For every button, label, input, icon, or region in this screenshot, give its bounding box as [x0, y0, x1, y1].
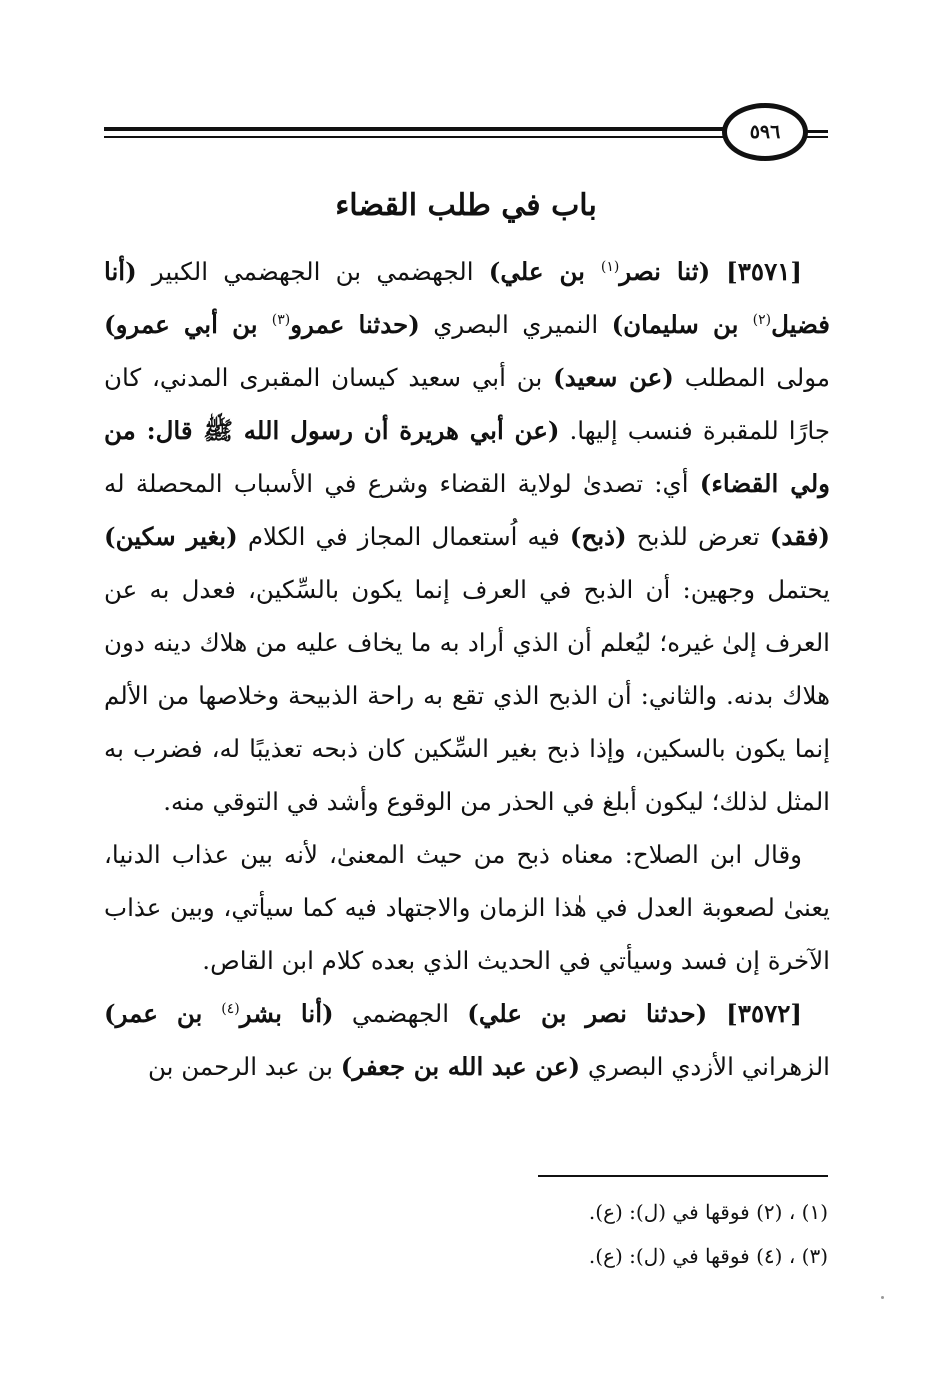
- page-number: ٥٩٦: [749, 121, 781, 143]
- bold-segment: (عن سعيد): [553, 363, 674, 392]
- text-segment: الجهضمي بن الجهضمي الكبير: [136, 257, 489, 286]
- text-segment: بن عبد الرحمن بن: [148, 1052, 341, 1081]
- bold-segment: (عن أبي هريرة أن رسول الله ﷺ قال: من ولي القضاء): [104, 416, 830, 498]
- text-segment: فيه اُستعمال المجاز في الكلام: [237, 522, 570, 551]
- bold-segment: بن عمر): [104, 999, 222, 1028]
- bold-segment: (ذبح): [569, 522, 627, 551]
- page-header: [104, 100, 828, 170]
- text-segment: يحتمل وجهين: أن الذبح في العرف إنما يكون بالسِّكين، فعدل به عن العرف إلىٰ غيره؛ ليُعلم أن الذي أراد به ما يخاف عليه من هلاك دينه دون هلاك بدنه. والثاني: أن الذبح الذي تقع به راحة الذبيحة وخلاصها من الألم إنما يكون بالسكين، وإذا ذبح بغير السِّكين كان ذبحه تعذيبًا له، فضرب به المثل لذلك؛ ليكون أبلغ في الحذر من الوقوع وأشد في التوقي منه.: [104, 575, 830, 816]
- paragraph: [104, 245, 830, 828]
- footnote-ref: (٤): [221, 1000, 240, 1017]
- bold-segment: (أنا بشر: [239, 999, 334, 1028]
- footnote-ref: (١): [600, 258, 620, 275]
- scan-speck: [881, 1296, 884, 1299]
- header-rule-thin: [104, 136, 724, 138]
- text-segment: بن أبي سعيد كيسان المقبرى المدني، كان جارًا للمقبرة فنسب إليها.: [104, 363, 830, 445]
- bold-segment: (بغير سكين): [104, 522, 238, 551]
- text-segment: أي: تصدىٰ لولاية القضاء وشرع في الأسباب المحصلة له: [104, 469, 700, 498]
- footnote-ref: (٢): [752, 311, 772, 328]
- bold-segment: (أنا فضيل: [104, 257, 831, 339]
- paragraph: [104, 828, 830, 987]
- bold-segment: بن أبي عمرو): [104, 310, 272, 339]
- footnote-2: (٣) ، (٤) فوقها في (ل): (ع).: [588, 1244, 828, 1268]
- text-segment: تعرض للذبح: [626, 522, 770, 551]
- text-segment: النميري البصري: [419, 310, 612, 339]
- text-segment: الجهضمي: [333, 999, 468, 1028]
- text-segment: مولى المطلب: [673, 363, 830, 392]
- bold-segment: (حدثنا عمرو: [290, 310, 420, 339]
- main-text: [104, 245, 830, 1093]
- text-segment: وقال ابن الصلاح: معناه ذبح من حيث المعنىٰ، لأنه بين عذاب الدنيا، يعنىٰ لصعوبة العدل في هٰذا الزمان والاجتهاد فيه كما سيأتي، وبين عذاب الآخرة إن فسد وسيأتي في الحديث الذي بعده كلام ابن القاص.: [104, 840, 830, 975]
- footnotes: [328, 1190, 828, 1278]
- page-number-badge: [722, 103, 808, 161]
- footnote-1: (١) ، (٢) فوقها في (ل): (ع).: [588, 1200, 828, 1224]
- bold-segment: بن سليمان): [611, 310, 753, 339]
- header-rule: [104, 127, 724, 131]
- paragraph: [104, 987, 830, 1093]
- bold-segment: [٣٥٧٢] (حدثنا نصر بن علي): [467, 999, 803, 1028]
- bold-segment: بن علي): [488, 257, 601, 286]
- footnote-ref: (٣): [271, 311, 291, 328]
- bold-segment: (عن عبد الله بن جعفر): [340, 1052, 581, 1081]
- bold-segment: (فقد): [769, 522, 830, 551]
- text-segment: الزهراني الأزدي البصري: [580, 1052, 830, 1081]
- chapter-title: باب في طلب القضاء: [335, 188, 597, 223]
- footnote-separator: [538, 1175, 828, 1177]
- bold-segment: [٣٥٧١] (ثنا نصر: [619, 257, 802, 286]
